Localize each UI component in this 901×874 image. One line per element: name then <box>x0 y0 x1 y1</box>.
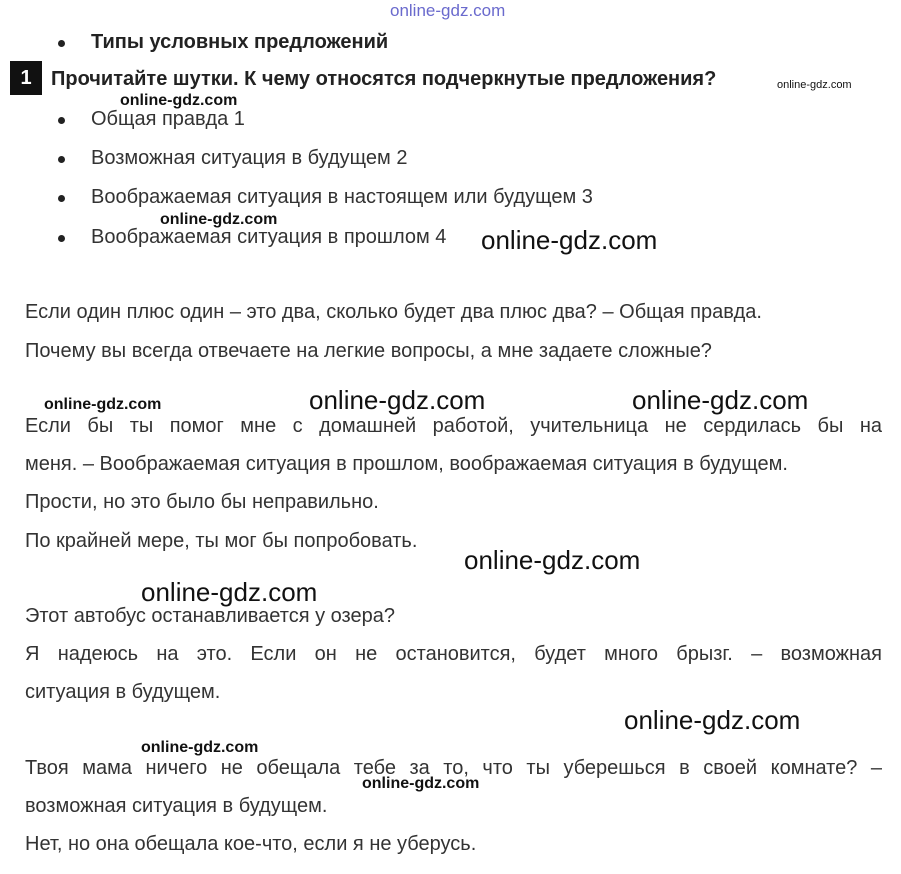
bullet-icon <box>58 40 65 47</box>
joke-line: По крайней мере, ты мог бы попробовать. <box>25 530 418 552</box>
task-number: 1 <box>10 61 42 95</box>
option-text: Возможная ситуация в будущем 2 <box>91 147 408 169</box>
watermark: online-gdz.com <box>777 79 852 91</box>
joke-line: Я надеюсь на это. Если он не остановится, будет много брызг. – возможная <box>25 643 882 665</box>
option-text: Воображаемая ситуация в настоящем или будущем 3 <box>91 186 593 208</box>
joke-line: Если один плюс один – это два, сколько будет два плюс два? – Общая правда. <box>25 301 762 323</box>
watermark-top: online-gdz.com <box>390 1 506 20</box>
watermark: online-gdz.com <box>464 545 641 575</box>
watermark: online-gdz.com <box>632 385 809 415</box>
option-text: Общая правда 1 <box>91 108 245 130</box>
watermark: online-gdz.com <box>624 705 801 735</box>
bullet-icon <box>58 235 65 242</box>
watermark: online-gdz.com <box>141 739 259 756</box>
joke-line: Твоя мама ничего не обещала тебе за то, что ты уберешься в своей комнате? – <box>25 757 882 779</box>
joke-line: ситуация в будущем. <box>25 681 221 703</box>
task-title: Прочитайте шутки. К чему относятся подчеркнутые предложения? <box>51 68 717 90</box>
bullet-icon <box>58 156 65 163</box>
bullet-icon <box>58 117 65 124</box>
watermark: online-gdz.com <box>44 396 162 413</box>
watermark: online-gdz.com <box>481 225 658 255</box>
joke-line: меня. – Воображаемая ситуация в прошлом, воображаемая ситуация в будущем. <box>25 453 788 475</box>
joke-line: Почему вы всегда отвечаете на легкие вопросы, а мне задаете сложные? <box>25 340 712 362</box>
bullet-icon <box>58 195 65 202</box>
option-text: Воображаемая ситуация в прошлом 4 <box>91 226 447 248</box>
watermark: online-gdz.com <box>160 211 278 228</box>
joke-line: возможная ситуация в будущем. <box>25 795 328 817</box>
watermark: online-gdz.com <box>362 775 480 792</box>
joke-line: Нет, но она обещала кое-что, если я не уберусь. <box>25 833 477 855</box>
section-heading-text: Типы условных предложений <box>91 31 389 53</box>
watermark: online-gdz.com <box>120 92 238 109</box>
joke-line: Если бы ты помог мне с домашней работой, учительница не сердилась бы на <box>25 415 882 437</box>
watermark: online-gdz.com <box>309 385 486 415</box>
watermark: online-gdz.com <box>141 577 318 607</box>
joke-line: Этот автобус останавливается у озера? <box>25 605 395 627</box>
joke-line: Прости, но это было бы неправильно. <box>25 491 379 513</box>
